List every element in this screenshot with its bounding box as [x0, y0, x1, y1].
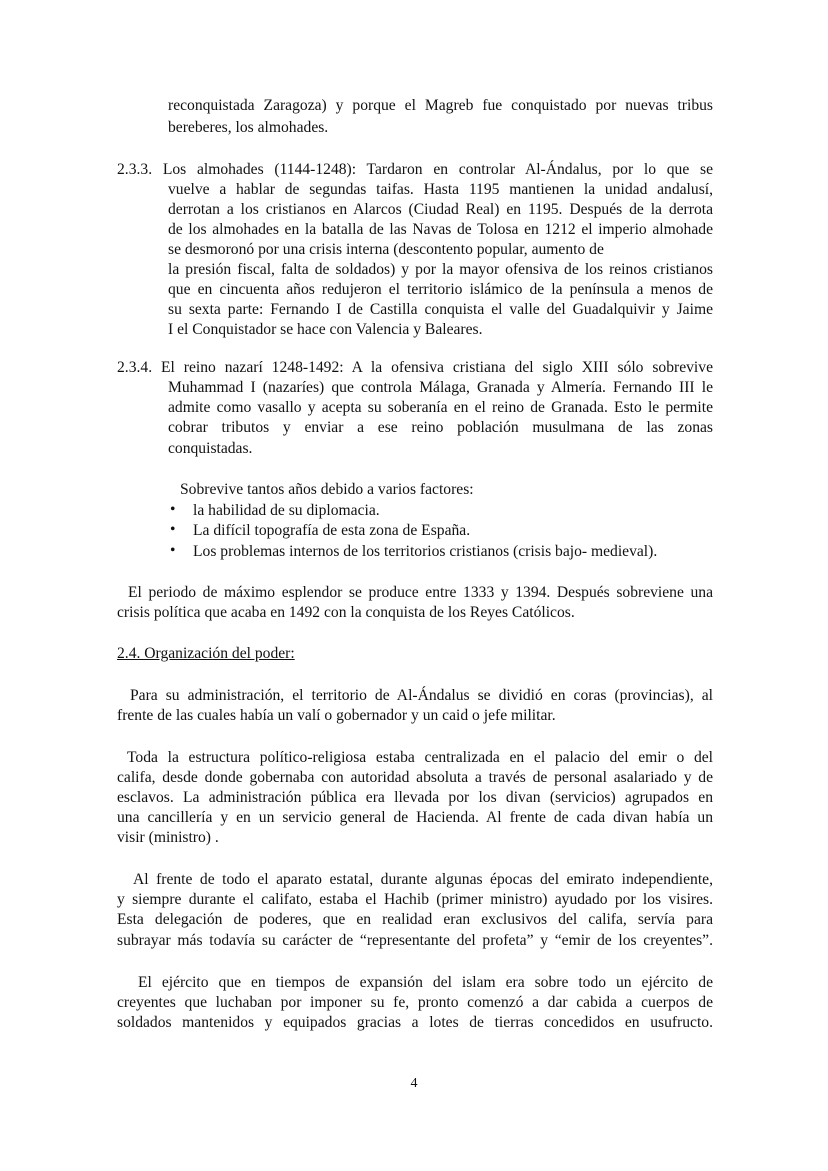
bullet-icon: •: [170, 542, 176, 559]
text-line: Muhammad I (nazaríes) que controla Málaga, Granada y Almería. Fernando III le: [168, 379, 713, 396]
bullet-icon: •: [170, 521, 176, 538]
text-line: Al frente de todo el aparato estatal, durante algunas épocas del emirato independiente,: [133, 871, 713, 888]
text-line: frente de las cuales había un valí o gobernador y un caid o jefe militar.: [117, 707, 556, 724]
text-line: de los almohades en la batalla de las Navas de Tolosa en 1212 el imperio almohade: [168, 221, 713, 238]
text-line: soldados mantenidos y equipados gracias a lotes de tierras concedidos en usufructo.: [117, 1014, 713, 1031]
section-heading: 2.4. Organización del poder:: [117, 645, 295, 662]
text-line: creyentes que luchaban por imponer su fe, pronto comenzó a dar cabida a cuerpos de: [117, 994, 713, 1011]
text-line: crisis política que acaba en 1492 con la conquista de los Reyes Católicos.: [117, 604, 575, 621]
text-line: se desmoronó por una crisis interna (descontento popular, aumento de: [168, 241, 604, 258]
text-line: Para su administración, el territorio de Al-Ándalus se dividió en coras (provincias), al: [130, 687, 713, 704]
text-line: El ejército que en tiempos de expansión del islam era sobre todo un ejército de: [138, 974, 713, 991]
text-line: bereberes, los almohades.: [168, 119, 329, 136]
list-item: Los problemas internos de los territorios cristianos (crisis bajo- medieval).: [193, 543, 658, 560]
section-heading-line: 2.3.3. Los almohades (1144-1248): Tardaron en controlar Al-Ándalus, por lo que se: [117, 161, 713, 178]
text-line: visir (ministro) .: [117, 829, 219, 846]
list-item: la habilidad de su diplomacia.: [193, 502, 380, 519]
text-line: una cancillería y en un servicio general de Hacienda. Al frente de cada divan había un: [117, 809, 713, 826]
text-line: que en cincuenta años redujeron el territorio islámico de la península a menos de: [168, 281, 713, 298]
bullet-icon: •: [170, 501, 176, 518]
text-line: vuelve a hablar de segundas taifas. Hasta 1195 mantienen la unidad andalusí,: [168, 181, 713, 198]
text-line: reconquistada Zaragoza) y porque el Magreb fue conquistado por nuevas tribus: [168, 97, 713, 114]
text-line: esclavos. La administración pública era llevada por los divan (servicios) agrupados en: [117, 789, 713, 806]
text-line: Toda la estructura político-religiosa estaba centralizada en el palacio del emir o del: [127, 749, 713, 766]
text-line: admite como vasallo y acepta su soberanía en el reino de Granada. Esto le permite: [168, 399, 713, 416]
factors-intro: Sobrevive tantos años debido a varios factores:: [180, 481, 474, 498]
text-line: subrayar más todavía su carácter de “representante del profeta” y “emir de los creyentes”.: [117, 932, 713, 949]
text-line: I el Conquistador se hace con Valencia y Baleares.: [168, 321, 483, 338]
text-line: cobrar tributos y enviar a ese reino población musulmana de las zonas: [168, 419, 713, 436]
text-line: su sexta parte: Fernando I de Castilla conquista el valle del Guadalquivir y Jaime: [168, 301, 713, 318]
text-line: y siempre durante el califato, estaba el Hachib (primer ministro) ayudado por los visires.: [117, 891, 713, 908]
text-line: califa, desde donde gobernaba con autoridad absoluta a través de personal asalariado y de: [117, 769, 713, 786]
list-item: La difícil topografía de esta zona de España.: [193, 522, 471, 539]
text-line: Esta delegación de poderes, que en realidad eran exclusivos del califa, servía para: [117, 911, 713, 928]
text-line: la presión fiscal, falta de soldados) y por la mayor ofensiva de los reinos cristianos: [168, 261, 713, 278]
page-number: 4: [410, 1076, 418, 1091]
section-heading-line: 2.3.4. El reino nazarí 1248-1492: A la ofensiva cristiana del siglo XIII sólo sobrevive: [117, 359, 713, 376]
text-line: conquistadas.: [168, 440, 253, 457]
text-line: El periodo de máximo esplendor se produce entre 1333 y 1394. Después sobreviene una: [128, 584, 713, 601]
text-line: derrotan a los cristianos en Alarcos (Ciudad Real) en 1195. Después de la derrota: [168, 201, 713, 218]
